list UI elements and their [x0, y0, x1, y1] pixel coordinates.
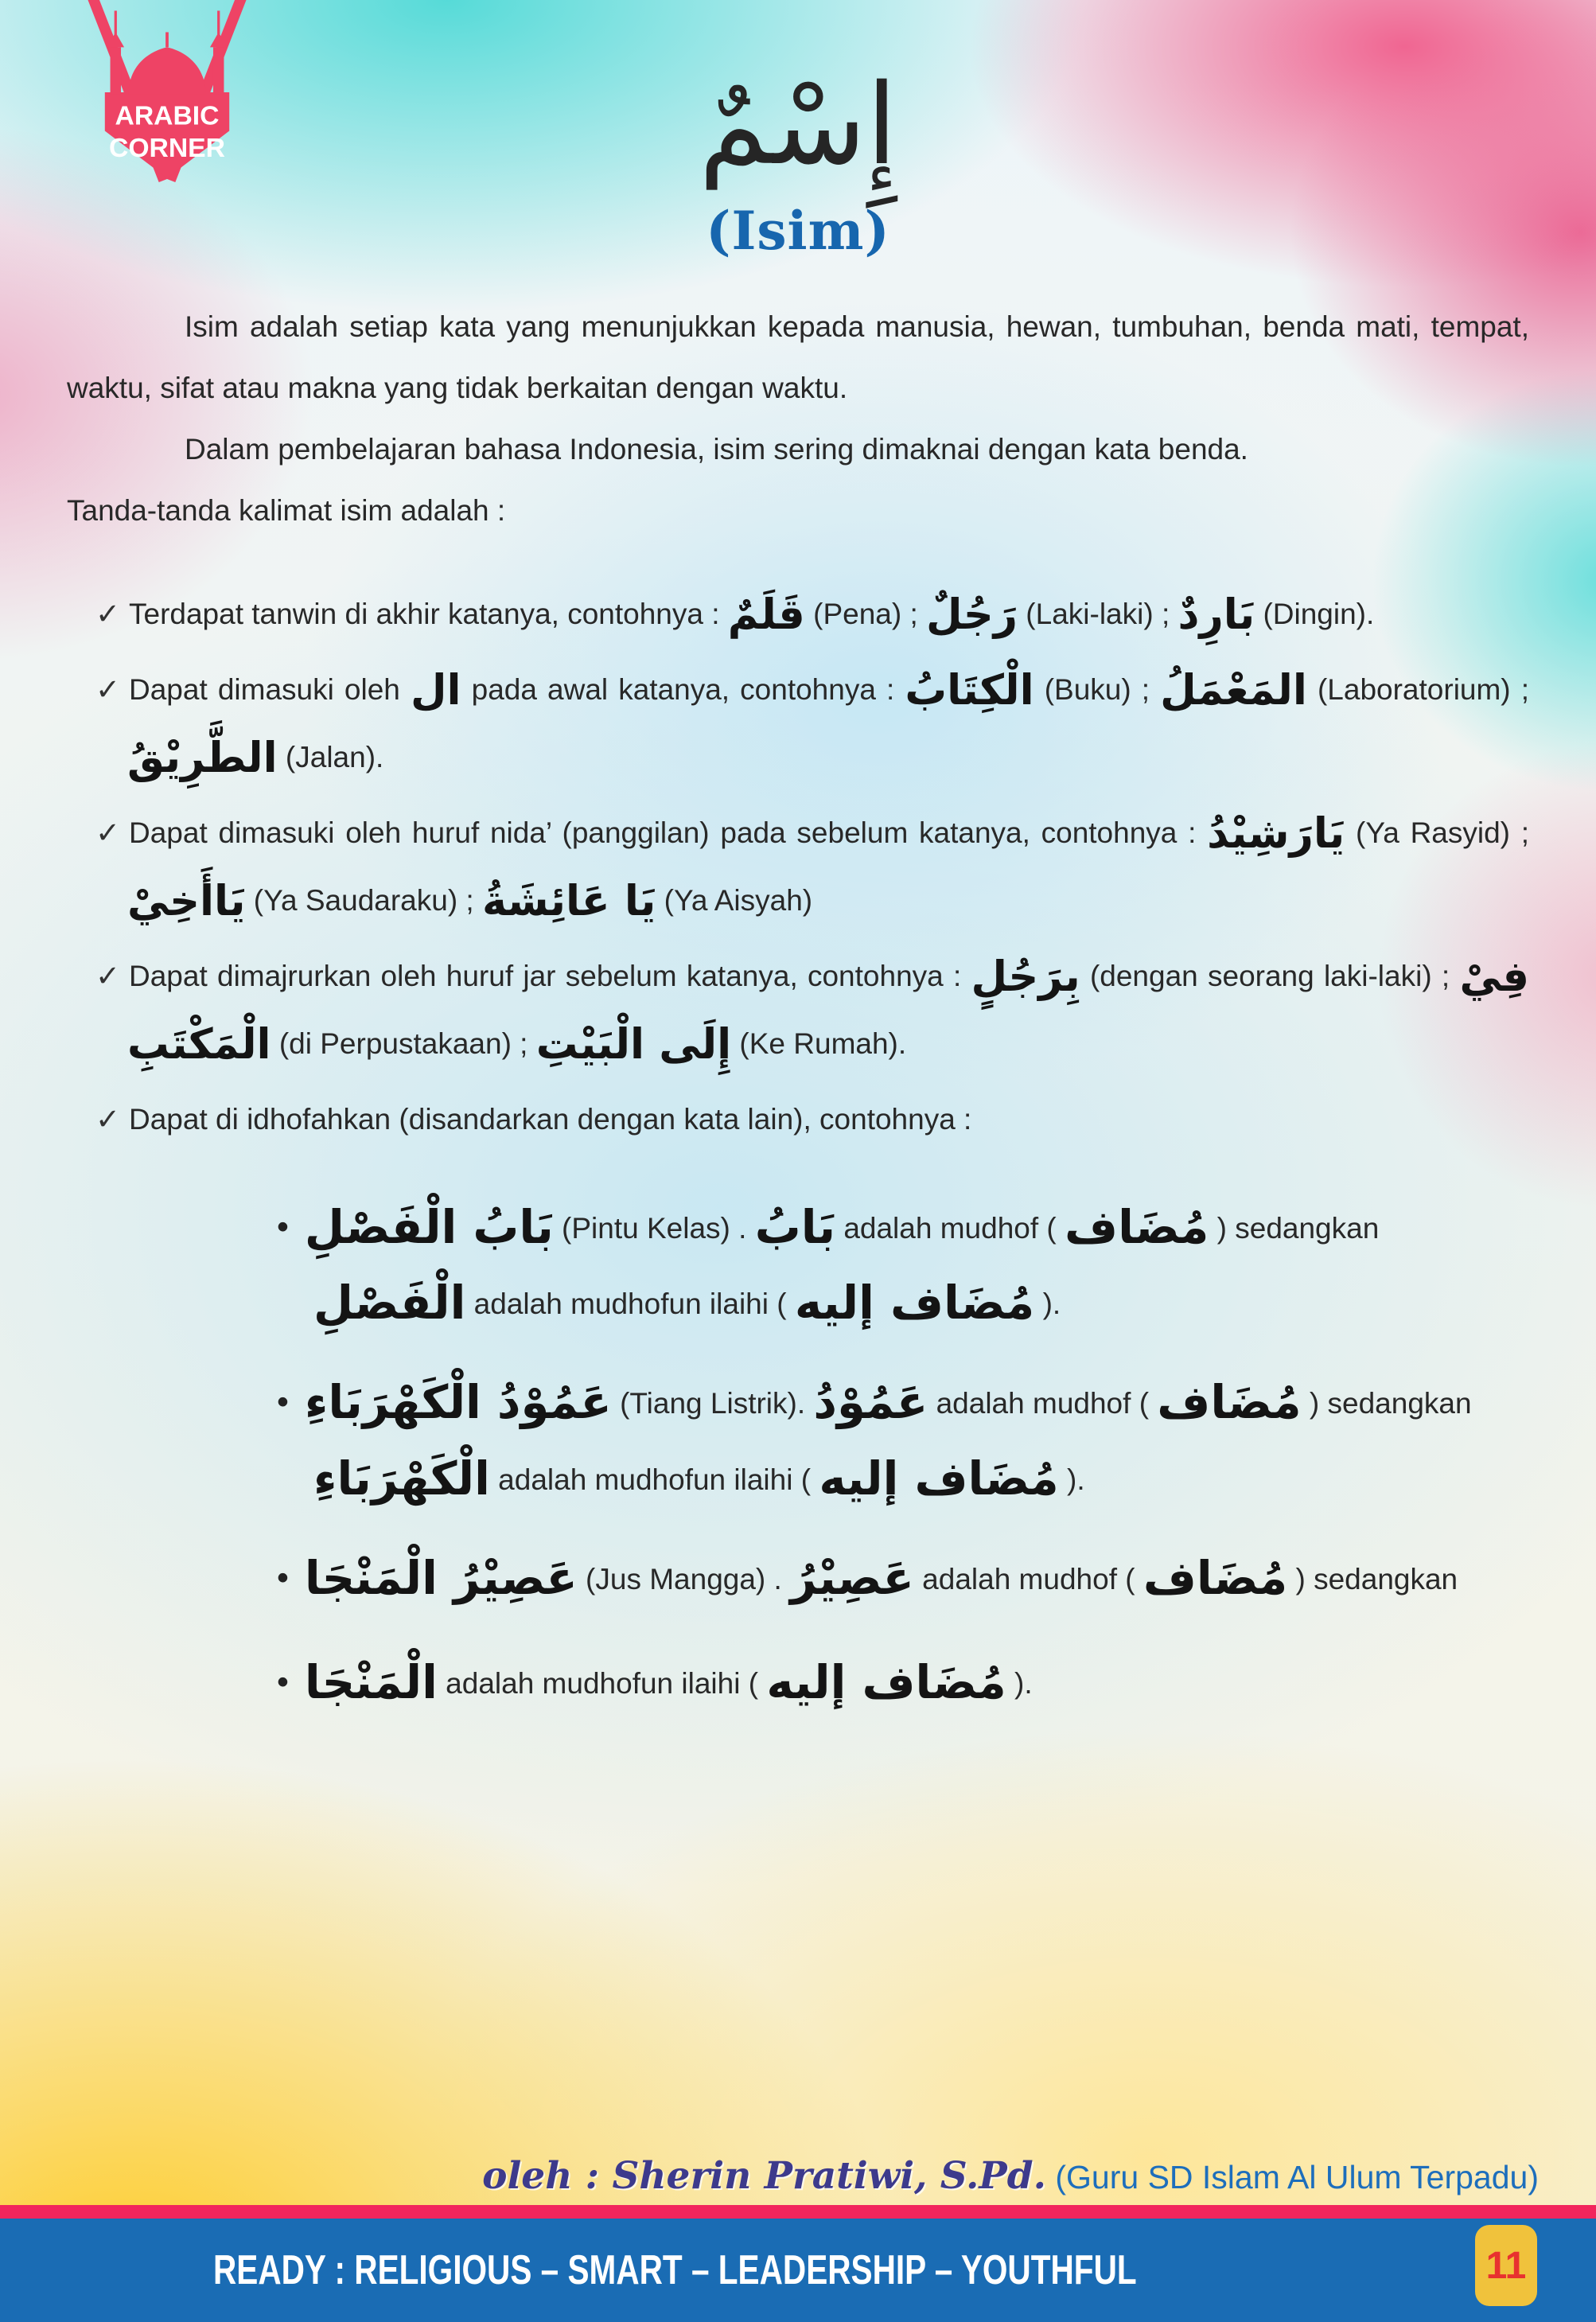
- isim-signs-checklist: [67, 580, 1529, 1154]
- mudhof-example-text: [304, 1375, 1472, 1506]
- latin-text: ).: [1058, 1463, 1085, 1496]
- latin-text: ).: [1034, 1287, 1061, 1320]
- checklist-item-text: [127, 953, 1529, 1069]
- checklist-item-text: [129, 590, 1375, 639]
- arabic-text: الْمَنْجَا: [304, 1654, 438, 1709]
- arabic-text: مُضَاف إليه: [819, 1451, 1059, 1506]
- checklist-item-al: [67, 656, 1529, 791]
- mosque-icon: [56, 0, 278, 191]
- latin-text: adalah mudhof (: [913, 1563, 1143, 1596]
- arabic-text: قَلَمٌ: [727, 590, 805, 639]
- latin-text: adalah mudhofun ilaihi (: [465, 1287, 795, 1320]
- bullet-icon: •: [277, 1207, 289, 1246]
- page-number-badge: [1475, 2225, 1537, 2306]
- latin-text: (Ya Saudaraku) ;: [245, 884, 482, 918]
- check-icon: ✓: [95, 672, 121, 706]
- checklist-item-text: [127, 809, 1530, 926]
- arabic-text: بِرَجُلٍ: [971, 953, 1080, 1002]
- latin-text: ).: [1006, 1666, 1033, 1700]
- mudhof-example-mangga-ilaihi: [210, 1641, 1529, 1724]
- author-name: oleh : Sherin Pratiwi, S.Pd.: [482, 2154, 1046, 2198]
- latin-text: Terdapat tanwin di akhir katanya, contohnya :: [129, 597, 728, 630]
- check-icon: ✓: [95, 816, 121, 850]
- checklist-item-text: [127, 665, 1529, 782]
- latin-text: adalah mudhofun ilaihi (: [437, 1666, 767, 1700]
- check-icon: ✓: [95, 597, 121, 630]
- latin-text: Dapat dimasuki oleh huruf nida’ (panggilan) pada sebelum katanya, contohnya :: [129, 816, 1208, 850]
- arabic-text: مُضَاف: [1143, 1551, 1288, 1606]
- bullet-icon: •: [277, 1383, 289, 1422]
- latin-text: (di Perpustakaan) ;: [271, 1027, 536, 1061]
- arabic-text: مُضَاف: [1065, 1199, 1209, 1254]
- checklist-item-nida: [67, 799, 1529, 934]
- check-icon: ✓: [95, 1103, 121, 1136]
- checklist-item-jar: [67, 942, 1529, 1077]
- arabic-text: عَمُوْدُ الْكَهْرَبَاءِ: [304, 1375, 612, 1430]
- bullet-icon: •: [277, 1559, 289, 1598]
- page-title-arabic: إِسْمٌ: [699, 60, 897, 190]
- latin-text: (Ke Rumah).: [731, 1027, 907, 1061]
- mudhof-example-text: [304, 1654, 1033, 1709]
- intro-section: [67, 297, 1529, 542]
- latin-text: (Ya Aisyah): [656, 884, 813, 918]
- mudhof-examples-list: [67, 1186, 1529, 1724]
- latin-text: (Buku) ;: [1034, 672, 1161, 706]
- latin-text: (Jus Mangga) .: [577, 1563, 791, 1596]
- arabic-text: يَا عَائِشَةُ: [482, 877, 656, 926]
- arabic-text: الْفَصْلِ: [313, 1275, 466, 1330]
- latin-text: Dapat dimasuki oleh: [129, 672, 411, 706]
- checklist-item-text: [129, 1103, 971, 1136]
- arabic-text: فِيْ الْمَكْتَبِ: [127, 953, 1529, 1069]
- latin-text: (Jalan).: [277, 741, 384, 773]
- latin-text: (Dingin).: [1255, 597, 1375, 630]
- checklist-item-idhofah: [67, 1085, 1529, 1153]
- arabic-text: مُضَاف: [1157, 1375, 1302, 1430]
- arabic-text: مُضَاف إليه: [794, 1275, 1035, 1330]
- check-icon: ✓: [95, 960, 121, 993]
- page-number: 11: [1485, 2244, 1527, 2287]
- latin-text: ) sedangkan: [1209, 1211, 1380, 1245]
- mudhof-example-pintu-kelas: [210, 1186, 1529, 1341]
- arabic-text: ال: [410, 665, 461, 715]
- mudhof-example-text: [304, 1551, 1458, 1606]
- arabic-text: عَصِيْرُ: [790, 1551, 914, 1606]
- arabic-text: بَابُ: [754, 1199, 836, 1254]
- latin-text: Dapat dimajrurkan oleh huruf jar sebelum katanya, contohnya :: [129, 960, 971, 993]
- mudhof-example-jus-mangga: [210, 1537, 1529, 1619]
- author-credit: [482, 2154, 1539, 2198]
- latin-text: (Pintu Kelas) .: [553, 1211, 755, 1245]
- latin-text: (Ya Rasyid) ;: [1345, 816, 1530, 850]
- arabic-text: يَارَشِيْدُ: [1207, 809, 1345, 859]
- arabic-text: بَارِدٌ: [1178, 590, 1255, 639]
- latin-text: (dengan seorang laki-laki) ;: [1080, 960, 1460, 993]
- arabic-text: الْكِتَابُ: [905, 665, 1034, 715]
- author-role: (Guru SD Islam Al Ulum Terpadu): [1045, 2159, 1539, 2195]
- footer-motto: READY : RELIGIOUS – SMART – LEADERSHIP – YOUTHFUL: [213, 2247, 1137, 2293]
- latin-text: (Tiang Listrik).: [611, 1387, 814, 1420]
- latin-text: ) sedangkan: [1301, 1387, 1472, 1420]
- intro-paragraph-2: Dalam pembelajaran bahasa Indonesia, isim sering dimaknai dengan kata benda.: [185, 432, 1248, 466]
- arabic-text: عَمُوْدُ: [813, 1375, 928, 1430]
- intro-paragraph-1: Isim adalah setiap kata yang menunjukkan kepada manusia, hewan, tumbuhan, benda mati, tempat, waktu, sifat atau makna yang tidak berkaitan dengan waktu.: [67, 310, 1529, 404]
- page-title-latin: (Isim): [706, 200, 890, 262]
- arabic-text: بَابُ الْفَصْلِ: [304, 1199, 554, 1254]
- latin-text: (Pena) ;: [804, 597, 927, 630]
- arabic-text: الْكَهْرَبَاءِ: [313, 1451, 490, 1506]
- arabic-text: المَعْمَلُ: [1160, 665, 1307, 715]
- arabic-text: الطَّرِيْقُ: [127, 734, 278, 782]
- arabic-text: عَصِيْرُ الْمَنْجَا: [304, 1551, 578, 1606]
- arabic-text: رَجُلٌ: [926, 590, 1018, 639]
- latin-text: adalah mudhof (: [835, 1211, 1065, 1245]
- mudhof-example-text: [304, 1199, 1380, 1330]
- latin-text: adalah mudhofun ilaihi (: [489, 1463, 819, 1496]
- arabic-corner-logo: [56, 0, 278, 191]
- arabic-text: مُضَاف إليه: [766, 1654, 1006, 1709]
- logo-text-line1: ARABIC: [115, 100, 220, 131]
- footer-red-stripe: [0, 2205, 1596, 2219]
- arabic-text: يَاأَخِيْ: [127, 877, 246, 926]
- latin-text: adalah mudhof (: [928, 1387, 1158, 1420]
- mudhof-example-tiang-listrik: [210, 1361, 1529, 1516]
- latin-text: (Laki-laki) ;: [1018, 597, 1178, 630]
- intro-paragraph-3: Tanda-tanda kalimat isim adalah :: [67, 493, 506, 527]
- checklist-item-tanwin: [67, 580, 1529, 648]
- arabic-text: إِلَى الْبَيْتِ: [535, 1020, 732, 1069]
- latin-text: ) sedangkan: [1287, 1563, 1458, 1596]
- logo-text-line2: CORNER: [109, 132, 225, 163]
- bullet-icon: •: [277, 1662, 289, 1701]
- latin-text: pada awal katanya, contohnya :: [461, 672, 905, 706]
- footer-bar: [0, 2219, 1596, 2322]
- latin-text: (Laboratorium) ;: [1306, 672, 1529, 706]
- latin-text: Dapat di idhofahkan (disandarkan dengan kata lain), contohnya :: [129, 1103, 972, 1136]
- content: [0, 262, 1596, 1724]
